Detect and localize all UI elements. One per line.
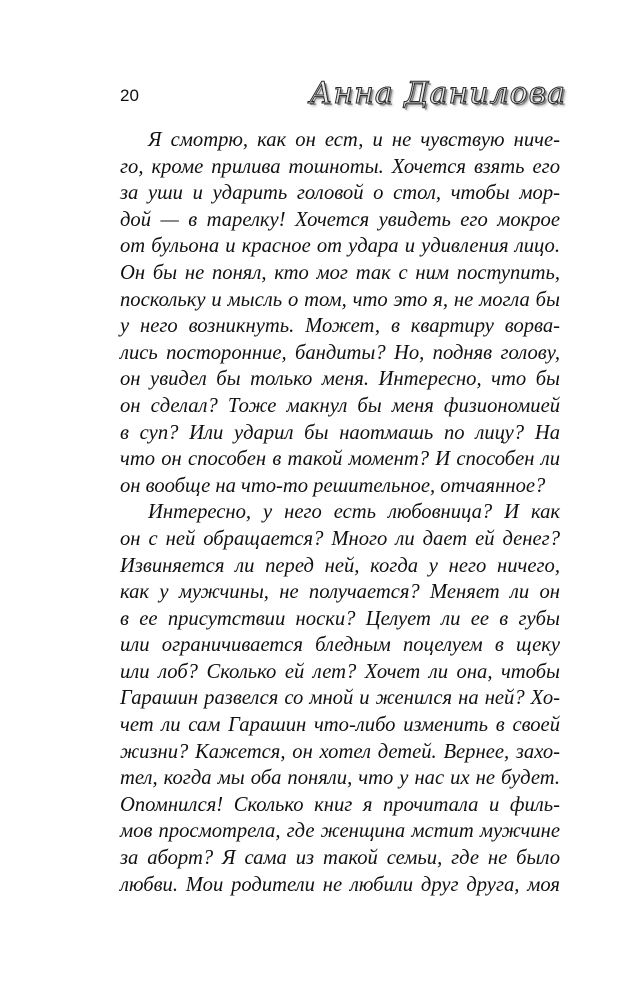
- text-line: за уши и ударить головой о стол, чтобы мор-: [120, 182, 560, 205]
- text-line: Опомнился! Сколько книг я прочитала и филь-: [120, 793, 560, 816]
- text-line: он увидел бы только меня. Интересно, что бы: [120, 368, 560, 391]
- text-line: мов просмотрела, где женщина мстит мужчине: [120, 820, 560, 843]
- text-line: он вообще на что-то решительное, отчаянное?: [120, 474, 546, 497]
- text-line: или лоб? Сколько ей лет? Хочет ли она, чтобы: [120, 660, 560, 683]
- text-line: го, кроме прилива тошноты. Хочется взять его: [120, 155, 560, 178]
- text-line: или ограничивается бледным поцелуем в щеку: [120, 634, 560, 657]
- text-line: у него возникнуть. Может, в квартиру ворва-: [120, 315, 560, 338]
- text-line: от бульона и красное от удара и удивления лицо.: [120, 235, 560, 258]
- page-header: [120, 76, 566, 120]
- text-line: за аборт? Я сама из такой семьи, где не было: [120, 847, 560, 870]
- text-line: Я смотрю, как он ест, и не чувствую ниче-: [148, 129, 560, 151]
- body-text: [120, 127, 560, 898]
- text-line: Он бы не понял, кто мог так с ним поступить,: [120, 261, 560, 284]
- text-line: Интересно, у него есть любовница? И как: [148, 501, 560, 524]
- text-line: как у мужчины, не получается? Меняет ли он: [120, 581, 560, 604]
- text-line: он сделал? Тоже макнул бы меня физиономией: [120, 394, 560, 417]
- text-line: лись посторонние, бандиты? Но, подняв голову,: [120, 341, 560, 364]
- text-line: любви. Мои родители не любили друг друга, моя: [120, 873, 560, 896]
- text-line: жизни? Кажется, он хотел детей. Вернее, захо-: [120, 740, 560, 763]
- text-line: чет ли сам Гарашин что-либо изменить в своей: [120, 714, 560, 737]
- paragraph-2: [120, 499, 560, 898]
- text-line: тел, когда мы оба поняли, что у нас их не будет.: [120, 767, 560, 790]
- text-line: поскольку и мысль о том, что это я, не могла бы: [120, 288, 560, 311]
- paragraph-1: [120, 127, 560, 499]
- text-line: дой — в тарелку! Хочется увидеть его мокрое: [120, 208, 560, 231]
- text-line: в ее присутствии носки? Целует ли ее в губы: [120, 607, 560, 630]
- text-line: Извиняется ли перед ней, когда у него ничего,: [120, 554, 560, 577]
- text-line: в суп? Или ударил бы наотмашь по лицу? На: [120, 421, 560, 444]
- text-line: он с ней обращается? Много ли дает ей денег?: [120, 527, 560, 550]
- page-number: 20: [120, 86, 139, 105]
- text-line: что он способен в такой момент? И способен ли: [120, 448, 560, 471]
- text-line: Гарашин развелся со мной и женился на ней? Хо-: [120, 687, 560, 710]
- author-running-head: Анна Данилова: [309, 76, 566, 111]
